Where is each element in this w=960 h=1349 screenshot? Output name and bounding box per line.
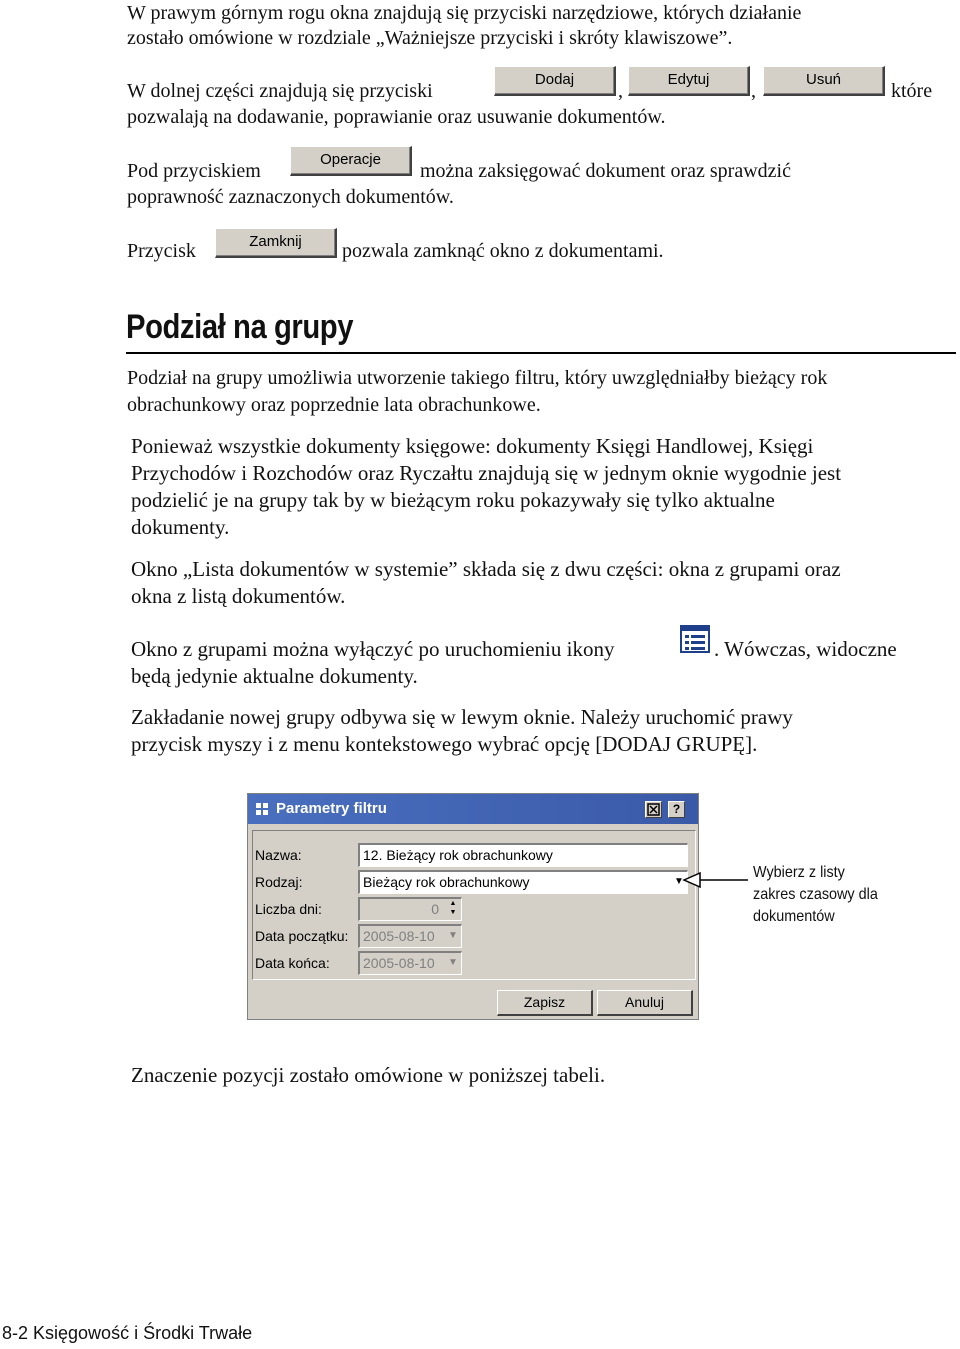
callout-line-3: dokumentów (753, 908, 835, 925)
window-toggle-icon[interactable] (645, 801, 662, 818)
filter-parameters-dialog (247, 793, 699, 1020)
close-text-prefix: Przycisk (127, 240, 196, 262)
body-p1-line-2: Przychodów i Rozchodów oraz Ryczałtu znajdują się w jednym oknie wygodnie jest (131, 461, 842, 485)
body-p4-line-1: Zakładanie nowej grupy odbywa się w lewym oknie. Należy uruchomić prawy (131, 705, 793, 729)
page-footer: 8-2 Księgowość i Środki Trwałe (2, 1323, 253, 1343)
type-select[interactable] (358, 870, 688, 894)
delete-button[interactable]: Usuń (763, 66, 885, 96)
callout-line-1: Wybierz z listy (753, 864, 845, 881)
start-date-label: Data początku: (255, 928, 349, 944)
close-text-suffix: pozwala zamknąć okno z dokumentami. (342, 240, 664, 262)
type-label: Rodzaj: (255, 874, 303, 890)
body-p1-line-4: dokumenty. (131, 515, 230, 539)
end-date-value: 2005-08-10 (363, 955, 435, 971)
buttons-text-line-2: pozwalają na dodawanie, poprawianie oraz usuwanie dokumentów. (127, 106, 666, 128)
cancel-button[interactable]: Anuluj (597, 990, 693, 1016)
body-p3-prefix: Okno z grupami można wyłączyć po uruchomieniu ikony (131, 637, 615, 661)
body-p1-line-1: Ponieważ wszystkie dokumenty księgowe: dokumenty Księgi Handlowej, Księgi (131, 434, 814, 458)
operations-text-prefix: Pod przyciskiem (127, 160, 261, 182)
section-heading: Podział na grupy (126, 308, 354, 346)
name-field[interactable]: 12. Bieżący rok obrachunkowy (358, 843, 688, 867)
intro-line-1: W prawym górnym rogu okna znajdują się przyciski narzędziowe, których działanie (127, 2, 802, 24)
intro-line-2: zostało omówione w rozdziale „Ważniejsze przyciski i skróty klawiszowe”. (127, 27, 733, 49)
body-p3-suffix: . Wówczas, widoczne (714, 637, 897, 661)
end-date-field[interactable] (358, 951, 462, 975)
help-button[interactable]: ? (668, 801, 685, 818)
heading-rule (126, 352, 956, 354)
list-groups-icon[interactable] (679, 624, 713, 656)
chevron-down-icon[interactable]: ▼ (448, 957, 458, 968)
callout-arrow-icon (680, 868, 750, 892)
body-p2-line-1: Okno „Lista dokumentów w systemie” składa się z dwu części: okna z grupami oraz (131, 557, 841, 581)
body-p4-line-2: przycisk myszy i z menu kontekstowego wybrać opcję [DODAJ GRUPĘ]. (131, 732, 758, 756)
type-select-value: Bieżący rok obrachunkowy (363, 874, 530, 890)
stepper-arrows-icon[interactable]: ▲ ▼ (449, 900, 457, 916)
body-p1-line-3: podzielić je na grupy tak by w bieżącym roku pokazywały się tylko aktualne (131, 488, 775, 512)
comma-2: , (751, 80, 756, 102)
closing-text: Znaczenie pozycji zostało omówione w poniższej tabeli. (131, 1063, 606, 1087)
days-label: Liczba dni: (255, 901, 322, 917)
dialog-title: Parametry filtru (276, 800, 387, 817)
operations-button[interactable]: Operacje (290, 146, 412, 176)
start-date-value: 2005-08-10 (363, 928, 435, 944)
chevron-down-icon[interactable]: ▼ (448, 930, 458, 941)
operations-text-suffix: można zaksięgować dokument oraz sprawdzić (420, 160, 791, 182)
save-button[interactable]: Zapisz (497, 990, 593, 1016)
start-date-field[interactable] (358, 924, 462, 948)
body-p3-line-2: będą jedynie aktualne dokumenty. (131, 664, 418, 688)
section-intro-line-1: Podział na grupy umożliwia utworzenie takiego filtru, który uwzględniałby bieżący rok (127, 367, 828, 389)
body-p2-line-2: okna z listą dokumentów. (131, 584, 346, 608)
callout-line-2: zakres czasowy dla (753, 886, 878, 903)
grid-icon (256, 803, 269, 816)
buttons-text-prefix: W dolnej części znajdują się przyciski (127, 80, 433, 102)
buttons-text-suffix: które (891, 80, 933, 102)
edit-button[interactable]: Edytuj (628, 66, 750, 96)
comma-1: , (618, 80, 623, 102)
close-button[interactable]: Zamknij (215, 228, 337, 258)
days-stepper[interactable] (358, 897, 462, 921)
operations-text-line-2: poprawność zaznaczonych dokumentów. (127, 186, 454, 208)
days-value: 0 (431, 901, 439, 917)
chevron-down-icon[interactable]: ▼ (674, 876, 684, 887)
callout-text (753, 862, 878, 928)
dialog-title-bar (248, 794, 698, 824)
add-button[interactable]: Dodaj (494, 66, 616, 96)
name-label: Nazwa: (255, 847, 302, 863)
end-date-label: Data końca: (255, 955, 330, 971)
section-intro-line-2: obrachunkowy oraz poprzednie lata obrachunkowe. (127, 394, 541, 416)
